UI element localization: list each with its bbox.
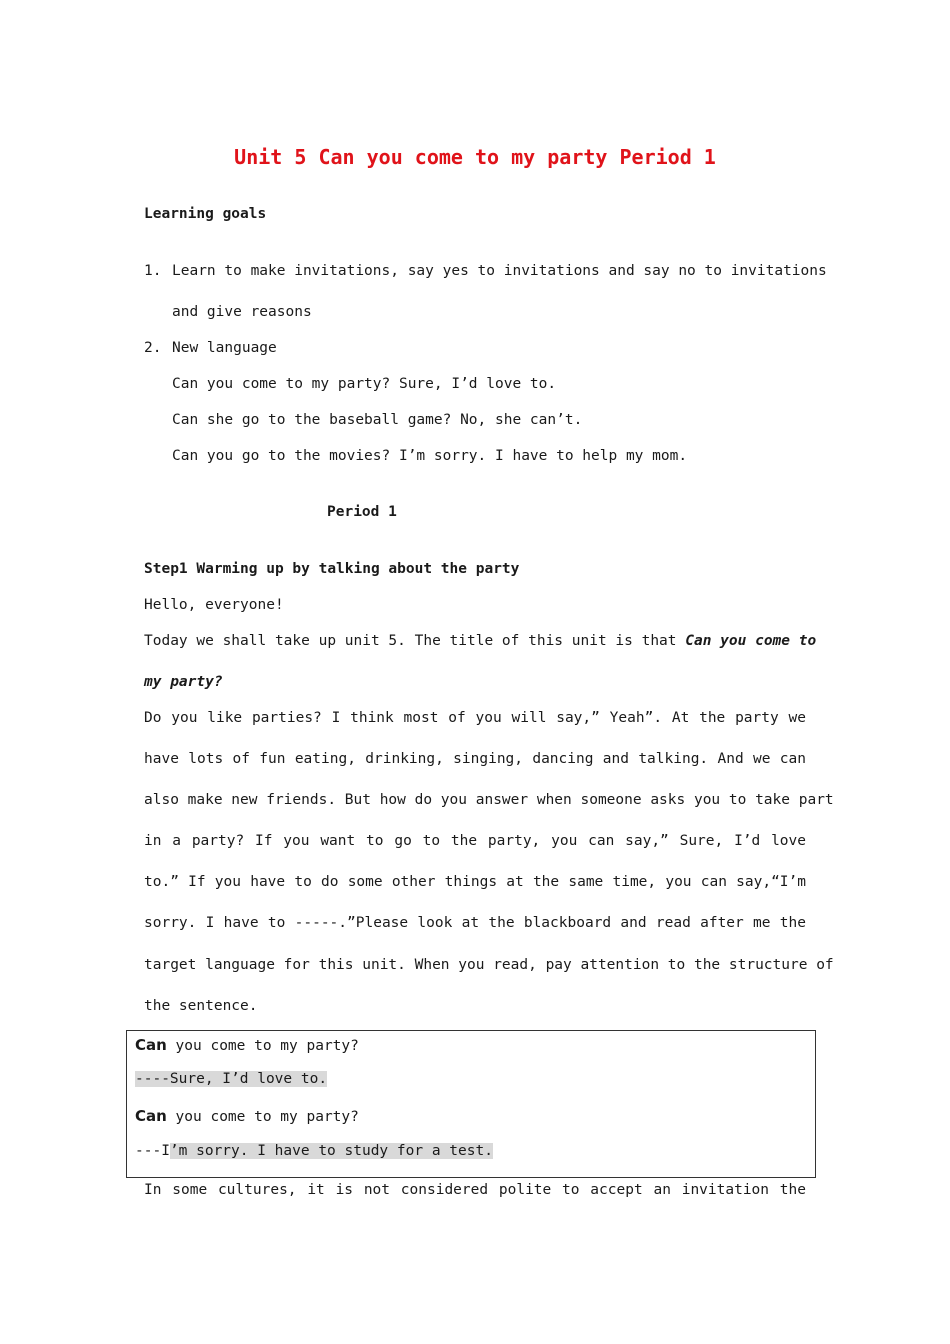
box-question-2 <box>135 1107 359 1125</box>
paragraph-last-line: the sentence. <box>144 998 258 1014</box>
goal2-text: New language <box>172 340 277 356</box>
after-box-line: In some cultures, it is not considered polite to accept an invitation the <box>144 1182 806 1198</box>
box-question-2-rest: you come to my party? <box>166 1109 359 1125</box>
box-answer-2 <box>135 1143 493 1159</box>
example-sentence-2: Can she go to the baseball game? No, she can’t. <box>172 412 583 428</box>
paragraph-line-6: sorry. I have to -----.”Please look at the blackboard and read after me the <box>144 915 806 931</box>
box-answer-2-prefix: ---I <box>135 1143 170 1159</box>
box-answer-2-highlight: ’m sorry. I have to study for a test. <box>169 1143 493 1159</box>
paragraph-line-1: Do you like parties? I think most of you will say,” Yeah”. At the party we <box>144 710 806 726</box>
goal1-line1: Learn to make invitations, say yes to invitations and say no to invitations <box>172 263 827 279</box>
box-question-1 <box>135 1036 359 1054</box>
today-line <box>144 633 817 649</box>
unit-title-line2 <box>144 674 223 690</box>
paragraph-line-4: in a party? If you want to go to the party, you can say,” Sure, I’d love <box>144 833 806 849</box>
period-heading: Period 1 <box>327 504 397 520</box>
step1-heading: Step1 Warming up by talking about the party <box>144 561 520 577</box>
unit-title-italic-2: my party? <box>144 674 223 690</box>
box-question-2-can: Can <box>135 1107 167 1125</box>
goal1-number: 1. <box>144 263 162 279</box>
paragraph-line-2: have lots of fun eating, drinking, singing, dancing and talking. And we can <box>144 751 806 767</box>
goal1-line2: and give reasons <box>172 304 312 320</box>
learning-goals-heading: Learning goals <box>144 206 267 222</box>
box-question-1-rest: you come to my party? <box>166 1038 359 1054</box>
paragraph-line-3: also make new friends. But how do you answer when someone asks you to take part <box>144 792 834 808</box>
example-sentence-3: Can you go to the movies? I’m sorry. I have to help my mom. <box>172 448 688 464</box>
target-language-box <box>126 1030 816 1178</box>
hello-line: Hello, everyone! <box>144 597 284 613</box>
example-sentence-1: Can you come to my party? Sure, I’d love to. <box>172 376 557 392</box>
unit-title-italic-1: Can you come to <box>685 633 817 649</box>
box-answer-1-text: ----Sure, I’d love to. <box>135 1071 328 1087</box>
box-question-1-can: Can <box>135 1036 167 1054</box>
page-title: Unit 5 Can you come to my party Period 1 <box>234 145 716 169</box>
today-text: Today we shall take up unit 5. The title of this unit is that <box>144 633 677 649</box>
paragraph-line-7: target language for this unit. When you read, pay attention to the structure of <box>144 957 834 973</box>
goal2-number: 2. <box>144 340 162 356</box>
box-answer-1 <box>135 1071 327 1087</box>
paragraph-line-5: to.” If you have to do some other things at the same time, you can say,“I’m <box>144 874 806 890</box>
